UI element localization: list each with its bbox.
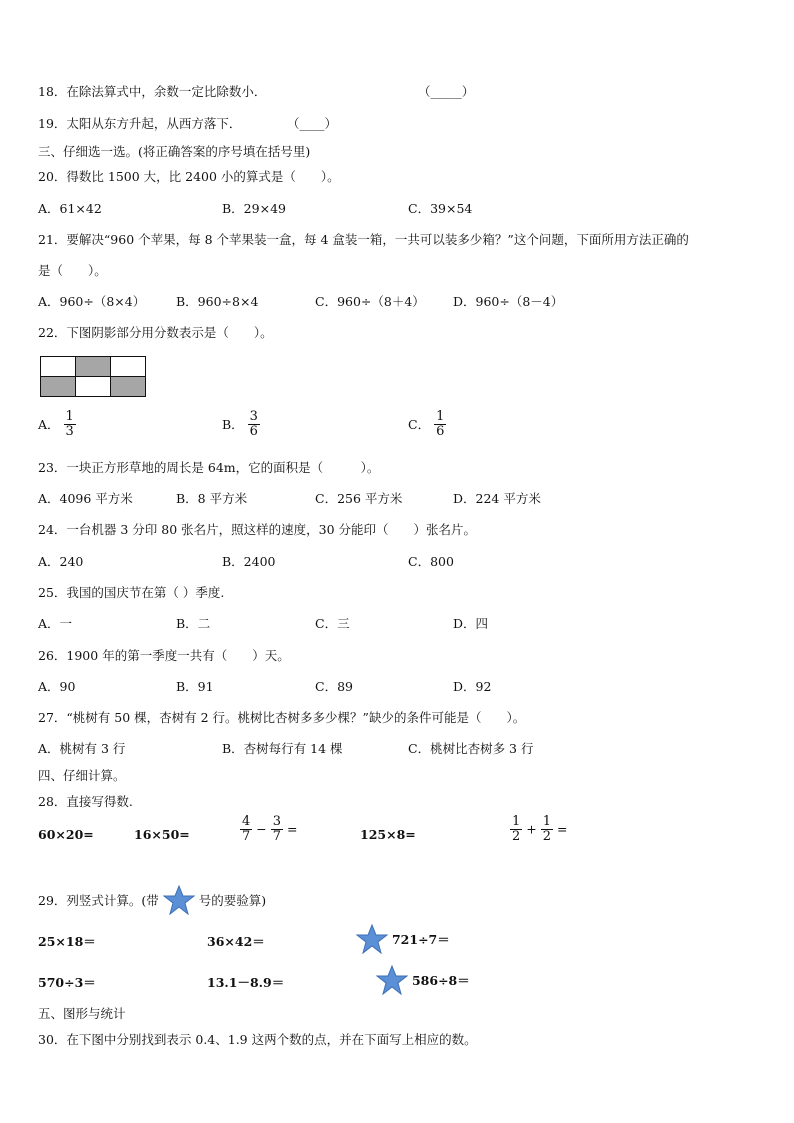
calc-item: 125×8= (360, 827, 416, 842)
question-26-text: 26．1900 年的第一季度一共有（ ）天。 (38, 648, 290, 663)
shaded-grid-figure (40, 356, 146, 397)
question-18 (38, 82, 266, 100)
fraction: $\frac{4}{7}$ (242, 814, 251, 844)
q22-option-b[interactable]: B． $\frac{3}{6}$ (222, 409, 258, 439)
question-30-text: 30．在下图中分别找到表示 0.4、1.9 这两个数的点，并在下面写上相应的数。 (38, 1032, 477, 1047)
fraction: $\frac{1}{6}$ (436, 409, 445, 439)
question-19-blank[interactable]: （____） (287, 116, 338, 131)
grid-cell (76, 377, 111, 397)
q24-option-a[interactable]: A．240 (38, 554, 84, 569)
calc-item-verify: 586÷8＝ (376, 965, 470, 995)
star-icon (163, 885, 195, 915)
grid-cell (41, 357, 76, 377)
grid-cell (111, 357, 146, 377)
calc-item: 570÷3＝ (38, 975, 96, 990)
star-icon (356, 924, 388, 954)
question-23-text: 23．一块正方形草地的周长是 64m，它的面积是（ ）。 (38, 460, 380, 475)
q26-option-b[interactable]: B．91 (176, 679, 214, 694)
question-21-text: 21．要解决“960 个苹果，每 8 个苹果装一盒，每 4 盒装一箱，一共可以装多少箱？”这个问题，下面所用方法正确的 (38, 232, 689, 247)
fraction: $\frac{3}{6}$ (249, 409, 258, 439)
grid-cell (76, 357, 111, 377)
q26-option-c[interactable]: C．89 (315, 679, 353, 694)
calc-item: 13.1－8.9＝ (207, 975, 285, 990)
question-18-text: 18．在除法算式中，余数一定比除数小． (38, 84, 267, 99)
fraction-calc-1: $\frac{4}{7}$ − $\frac{3}{7}$ = (242, 814, 298, 844)
q23-option-d[interactable]: D．224 平方米 (453, 491, 541, 506)
grid-cell (41, 377, 76, 397)
q25-option-c[interactable]: C．三 (315, 616, 350, 631)
question-18-blank[interactable]: （_____） (418, 84, 475, 99)
q23-option-b[interactable]: B．8 平方米 (176, 491, 248, 506)
question-25-text: 25．我国的国庆节在第（ ）季度. (38, 585, 225, 600)
question-27-text: 27．“桃树有 50 棵，杏树有 2 行。桃树比杏树多多少棵？”缺少的条件可能是（ ）。 (38, 710, 526, 725)
q24-option-c[interactable]: C．800 (408, 554, 454, 569)
calc-item: 25×18＝ (38, 934, 96, 949)
q21-option-d[interactable]: D．960÷（8－4） (453, 294, 564, 309)
q27-option-a[interactable]: A．桃树有 3 行 (38, 741, 126, 756)
question-22-text: 22．下图阴影部分用分数表示是（ ）。 (38, 325, 273, 340)
calc-item-verify: 721÷7＝ (356, 924, 450, 954)
fraction: $\frac{1}{3}$ (65, 409, 74, 439)
calc-item: 16×50= (134, 827, 190, 842)
q25-option-d[interactable]: D．四 (453, 616, 489, 631)
question-19-text: 19．太阳从东方升起，从西方落下． (38, 116, 242, 131)
question-28-text: 28．直接写得数. (38, 794, 133, 809)
q22-option-a[interactable]: A． $\frac{1}{3}$ (38, 409, 74, 439)
q21-option-a[interactable]: A．960÷（8×4） (38, 294, 146, 309)
question-20-text: 20．得数比 1500 大，比 2400 小的算式是（ ）。 (38, 169, 340, 184)
q20-option-a[interactable]: A．61×42 (38, 201, 102, 216)
q27-option-b[interactable]: B．杏树每行有 14 棵 (222, 741, 343, 756)
q26-option-a[interactable]: A．90 (38, 679, 76, 694)
q23-option-a[interactable]: A．4096 平方米 (38, 491, 133, 506)
q24-option-b[interactable]: B．2400 (222, 554, 276, 569)
q25-option-a[interactable]: A．一 (38, 616, 73, 631)
fraction: $\frac{1}{2}$ (542, 814, 552, 844)
q22-option-c[interactable]: C． $\frac{1}{6}$ (408, 409, 445, 439)
calc-item: 60×20= (38, 827, 94, 842)
section-3-heading: 三、仔细选一选。(将正确答案的序号填在括号里) (38, 144, 311, 159)
question-29: 29．列竖式计算。(带 号的要验算) (38, 885, 266, 915)
question-24-text: 24．一台机器 3 分印 80 张名片，照这样的速度，30 分能印（ ）张名片。 (38, 522, 477, 537)
q27-option-c[interactable]: C．桃树比杏树多 3 行 (408, 741, 534, 756)
fraction-calc-2: $\frac{1}{2}$ + $\frac{1}{2}$ = (512, 814, 568, 844)
fraction: $\frac{1}{2}$ (512, 814, 521, 844)
calc-item: 36×42＝ (207, 934, 265, 949)
q21-option-c[interactable]: C．960÷（8＋4） (315, 294, 425, 309)
question-21-text-cont: 是（ ）。 (38, 263, 107, 278)
q23-option-c[interactable]: C．256 平方米 (315, 491, 403, 506)
section-4-heading: 四、仔细计算。 (38, 768, 126, 783)
q20-option-c[interactable]: C．39×54 (408, 201, 473, 216)
question-19 (38, 114, 241, 132)
q21-option-b[interactable]: B．960÷8×4 (176, 294, 259, 309)
q26-option-d[interactable]: D．92 (453, 679, 492, 694)
section-5-heading: 五、图形与统计 (38, 1006, 126, 1021)
star-icon (376, 965, 408, 995)
q25-option-b[interactable]: B．二 (176, 616, 211, 631)
fraction: $\frac{3}{7}$ (272, 814, 282, 844)
grid-cell (111, 377, 146, 397)
q20-option-b[interactable]: B．29×49 (222, 201, 286, 216)
